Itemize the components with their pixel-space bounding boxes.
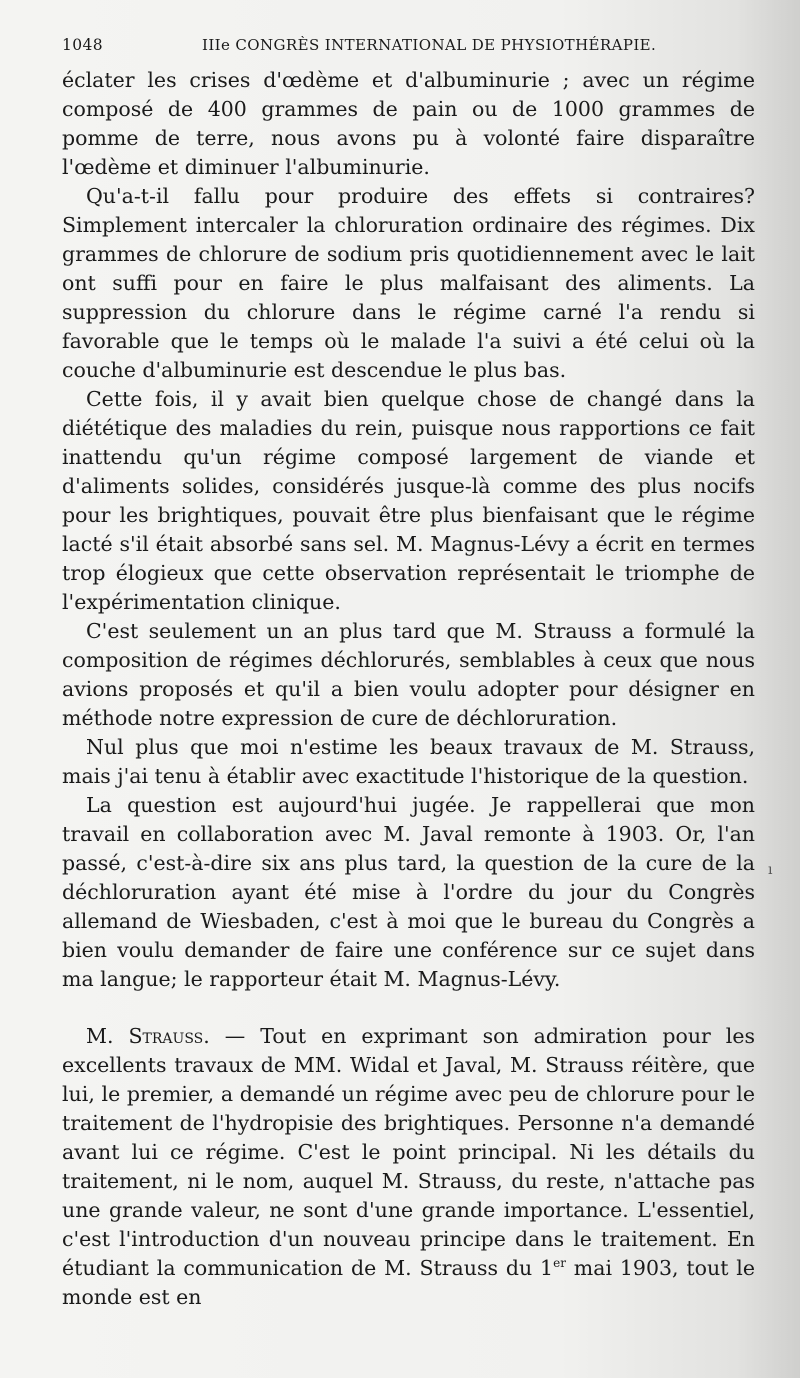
margin-mark: ı [768, 862, 773, 878]
running-title: IIIe CONGRÈS INTERNATIONAL DE PHYSIOTHÉRAPIE. [202, 36, 657, 54]
speaker-name: M. Strauss. [86, 1024, 210, 1048]
paragraph: C'est seulement un an plus tard que M. Strauss a formulé la composition de régimes déchlorurés, semblables à ceux que nous avions proposés et qu'il a bien voulu adopter pour désigner en méthode notre expression de cure de déchloruration. [62, 619, 755, 730]
paragraph-text-end: mai 1903, tout le monde est en [62, 1256, 755, 1309]
strauss-paragraph [62, 1022, 755, 1312]
paragraph: éclater les crises d'œdème et d'albuminurie ; avec un régime composé de 400 grammes de pain ou de 1000 grammes de pomme de terre, nous avons pu à volonté faire disparaître l'œdème et diminuer l'albuminurie. [62, 68, 755, 179]
paragraph: Cette fois, il y avait bien quelque chose de changé dans la diététique des maladies du rein, puisque nous rapportions ce fait inattendu qu'un régime composé largement de viande et d'aliments solides, considérés jusque-là comme des plus nocifs pour les brightiques, pouvait être plus bienfaisant que le régime lacté s'il était absorbé sans sel. M. Magnus-Lévy a écrit en termes trop élogieux que cette observation représentait le triomphe de l'expérimentation clinique. [62, 387, 755, 614]
section-gap [62, 994, 755, 1022]
page-header [62, 36, 760, 60]
ordinal-superscript: er [553, 1256, 566, 1271]
paragraph: La question est aujourd'hui jugée. Je rappellerai que mon travail en collaboration avec M. Javal remonte à 1903. Or, l'an passé, c'est-à-dire six ans plus tard, la question de la cure de la déchloruration ayant été mise à l'ordre du jour du Congrès allemand de Wiesbaden, c'est à moi que le bureau du Congrès a bien voulu demander de faire une conférence sur ce sujet dans ma langue; le rapporteur était M. Magnus-Lévy. [62, 793, 755, 991]
body-text [62, 66, 755, 1312]
paragraph-text: — Tout en exprimant son admiration pour les excellents travaux de MM. Widal et Javal, M. Strauss réitère, que lui, le premier, a demandé un régime avec peu de chlorure pour le traitement de l'hydropisie des brightiques. Personne n'a demandé avant lui ce régime. C'est le point principal. Ni les détails du traitement, ni le nom, auquel M. Strauss, du reste, n'attache pas une grande valeur, ne sont d'une grande importance. L'essentiel, c'est l'introduction d'un nouveau principe dans le traitement. En étudiant la communication de M. Strauss du 1 [62, 1024, 756, 1280]
paragraph: Nul plus que moi n'estime les beaux travaux de M. Strauss, mais j'ai tenu à établir avec exactitude l'historique de la question. [62, 735, 755, 788]
page-number: 1048 [62, 36, 104, 54]
paragraph: Qu'a-t-il fallu pour produire des effets si contraires? Simplement intercaler la chloruration ordinaire des régimes. Dix grammes de chlorure de sodium pris quotidiennement avec le lait ont suffi pour en faire le plus malfaisant des aliments. La suppression du chlorure dans le régime carné l'a rendu si favorable que le temps où le malade l'a suivi a été celui où la couche d'albuminurie est descendue le plus bas. [62, 184, 755, 382]
